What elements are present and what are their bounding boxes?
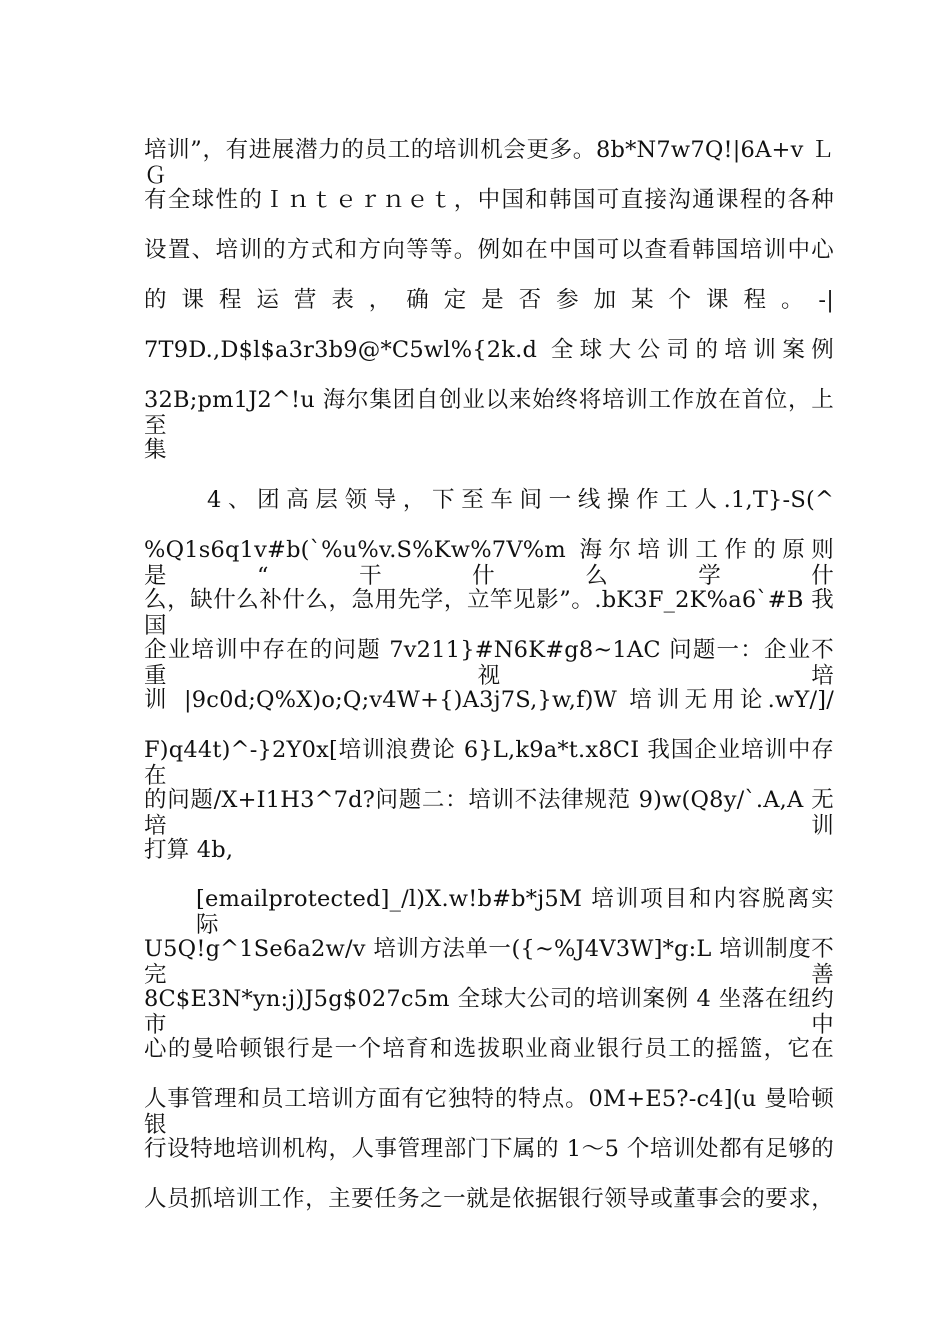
text-line-10: 么，缺什么补什么，急用先学，立竿见影”。.bK3F_2K%a6`#B 我国 (144, 587, 834, 639)
text-line-6: 32B;pm1J2^!u 海尔集团自创业以来始终将培训工作放在首位，上至 (144, 387, 834, 439)
text-line-8: 4、团高层领导，下至车间一线操作工人.1,T}-S(^ (207, 487, 834, 513)
text-line-3: 设置、培训的方式和方向等等。例如在中国可以查看韩国培训中心 (144, 237, 834, 263)
text-line-19: 心的曼哈顿银行是一个培育和选拔职业商业银行员工的摇篮，它在 (144, 1036, 834, 1062)
text-line-7: 集 (144, 437, 167, 463)
text-line-17: U5Q!g^1Se6a2w/v 培训方法单一({~%J4V3W]*g:L 培训制度不完善 (144, 936, 834, 988)
text-line-2: 有全球性的Ｉｎｔｅｒｎｅｔ，中国和韩国可直接沟通课程的各种 (144, 187, 834, 213)
text-line-20: 人事管理和员工培训方面有它独特的特点。0M+E5?-c4](u 曼哈顿银 (144, 1086, 834, 1138)
text-line-12: 训 |9c0d;Q%X)o;Q;v4W+{)A3j7S,}w,f)W 培训无用论.wY/]/ (144, 687, 834, 713)
text-line-9: %Q1s6q1v#b(`%u%v.S%Kw%7V%m 海尔培训工作的原则是“干什么学什 (144, 537, 834, 589)
text-line-18: 8C$E3N*yn:j)J5g$027c5m 全球大公司的培训案例 4 坐落在纽约市中 (144, 986, 834, 1038)
text-line-13: F)q44t)^-}2Y0x[培训浪费论 6}L,k9a*t.x8CI 我国企业培训中存在 (144, 737, 834, 789)
text-line-14: 的问题/X+I1H3^7d?问题二：培训不法律规范 9)w(Q8y/`.A,A 无培训 (144, 787, 834, 839)
text-line-11: 企业培训中存在的问题 7v211}#N6K#g8~1AC 问题一：企业不重视培 (144, 637, 834, 689)
text-line-21: 行设特地培训机构，人事管理部门下属的 1～5 个培训处都有足够的 (144, 1136, 834, 1162)
text-line-4: 的课程运营表，确定是否参加某个课程。-| (144, 287, 834, 313)
text-line-1: 培训”，有进展潜力的员工的培训机会更多。8b*N7w7Q!|6A+v ＬＧ (144, 137, 834, 189)
text-line-16: [emailprotected]_/l)X.w!b#b*j5M 培训项目和内容脱离实际 (196, 886, 834, 938)
text-line-15: 打算 4b, (144, 837, 234, 863)
text-line-5: 7T9D.,D$l$a3r3b9@*C5wl%{2k.d 全球大公司的培训案例 (144, 337, 834, 363)
text-line-22: 人员抓培训工作，主要任务之一就是依据银行领导或董事会的要求， (144, 1186, 834, 1212)
